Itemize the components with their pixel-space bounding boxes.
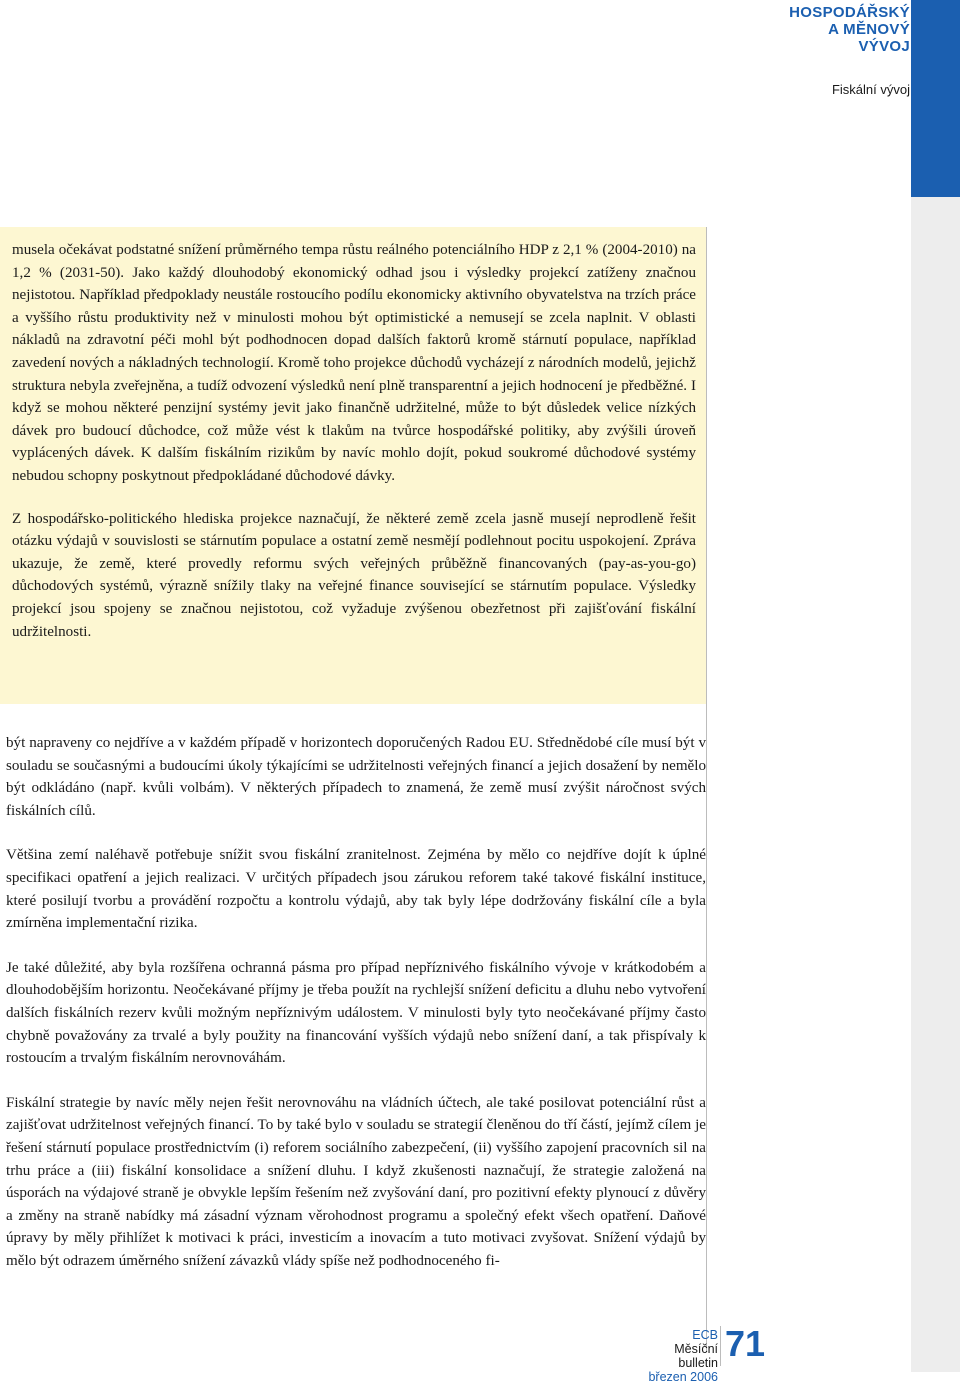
column-divider	[706, 227, 707, 1352]
body-paragraph: Fiskální strategie by navíc měly nejen řešit nerovnováhu na vládních účtech, ale také posilovat potenciální růst a zajišťovat udržitelnost veřejných financí. To by také bylo v souladu se strategií členěnou do tří částí, jejímž cílem je řešení stárnutí populace prostřednictvím (i) reforem sociálního zabezpečení, (ii) vyššího zapojení pracovních sil na trhu práce a (iii) fiskální konsolidace a snížení dluhu. I když zkušenosti naznačují, že strategie založená na úsporách na výdajové straně je obvykle lepším řešením než zvyšování daní, pro pozitivní efekty plynoucí z důvěry a změny na straně nabídky má zásadní význam věrohodnost programu a společný efekt všech opatření. Daňové úpravy by měly přihlížet k motivaci k práci, investicím a inovacím a tuto motivaci zvyšovat. Snížení výdajů by mělo být odrazem úměrného snížení závazků vlády spíše než podhodnoceného fi-	[6, 1094, 706, 1269]
highlight-box	[0, 227, 706, 704]
box-paragraph: musela očekávat podstatné snížení průměrného tempa růstu reálného potenciálního HDP z 2,1 % (2004-2010) na 1,2 % (2031-50). Jako každý dlouhodobý ekonomický odhad jsou i výsledky projekcí zatíženy značnou nejistotou. Například předpoklady neustále rostoucího podílu ekonomicky aktivního obyvatelstva na trzích práce a vyššího růstu produktivity než v minulosti mohou být optimistické a nemusejí se zcela naplnit. V oblasti nákladů na zdravotní péči mohl být podhodnocen dopad dalších faktorů kromě stárnutí populace, například zavedení nových a nákladných technologií. Kromě toho projekce důchodů vycházejí z národních modelů, jejichž struktura nebyla zveřejněna, a tudíž odvození výsledků není plně transparentní a jejich hodnocení je předběžné. I když se mohou některé penzijní systémy jevit jako finančně udržitelné, může to být důsledek velice nízkých dávek pro budoucí důchodce, což může vést k tlakům na tvůrce hospodářské politiky, aby zvýšili úroveň vyplácených dávek. K dalším fiskálním rizikům by navíc mohlo dojít, pokud soukromé důchodové systémy nebudou schopny poskytnout předpokládané důchodové dávky.	[12, 242, 696, 484]
section-title	[770, 4, 910, 55]
section-color-tab	[911, 0, 960, 197]
section-subtitle: Fiskální vývoj	[831, 82, 910, 97]
page-number: 71	[725, 1323, 766, 1364]
margin-column	[911, 197, 960, 1372]
section-title-line: VÝVOJ	[858, 38, 910, 55]
footer-publication: Měsíční bulletin	[674, 1342, 718, 1370]
section-title-line: A MĚNOVÝ	[828, 21, 910, 38]
main-text	[6, 732, 706, 1272]
page-header	[770, 0, 910, 97]
section-title-line: HOSPODÁŘSKÝ	[789, 4, 910, 21]
footer-publisher: ECB	[692, 1328, 718, 1342]
body-paragraph: Je také důležité, aby byla rozšířena ochranná pásma pro případ nepříznivého fiskálního vývoje v krátkodobém a dlouhodobějším horizontu. Neočekávané příjmy je třeba použít na rychlejší snížení deficitu a dluhu nebo vytvoření dalších fiskálních rezerv kvůli možným nepříznivým událostem. V minulosti byly tyto neočekávané příjmy často chybně považovány za trvalé a byly použity na financování vyšších výdajů nebo snížení daní, a tak přispívaly k rostoucím a trvalým fiskálním nerovnováhám.	[6, 959, 706, 1067]
highlight-box-content	[12, 239, 696, 643]
body-paragraph: Většina zemí naléhavě potřebuje snížit svou fiskální zranitelnost. Zejména by mělo co nejdříve dojít k úplné specifikaci opatření a jejich realizaci. V určitých případech jsou zárukou reforem také takové fiskální instituce, které posilují tvorbu a provádění rozpočtu a kontrolu výdajů, aby tak byly lépe dodržovány fiskální cíle a byla zmírněna implementační rizika.	[6, 847, 706, 932]
page-footer	[636, 1328, 718, 1384]
page-number-divider	[720, 1326, 721, 1366]
box-paragraph: Z hospodářsko-politického hlediska projekce naznačují, že některé země zcela jasně musejí neprodleně řešit otázku výdajů v souvislosti se stárnutím populace a ostatní země nesmějí podlehnout pocitu uspokojení. Zpráva ukazuje, že země, které provedly reformu svých veřejných průběžně financovaných (pay-as-you-go) důchodových systémů, výrazně snížily tlaky na veřejné finance související se stárnutím populace. Výsledky projekcí jsou spojeny se značnou nejistotou, což vyžaduje zvýšenou obezřetnost při zajišťování fiskální udržitelnosti.	[12, 510, 696, 640]
body-paragraph: být napraveny co nejdříve a v každém případě v horizontech doporučených Radou EU. Střednědobé cíle musí být v souladu se současnými a budoucími úkoly týkajícími se udržitelnosti veřejných financí a jejich dosažení by nemělo být odkládáno (např. kvůli volbám). V některých případech to znamená, že země musí zvýšit náročnost svých fiskálních cílů.	[6, 735, 706, 819]
footer-date: březen 2006	[648, 1370, 718, 1384]
